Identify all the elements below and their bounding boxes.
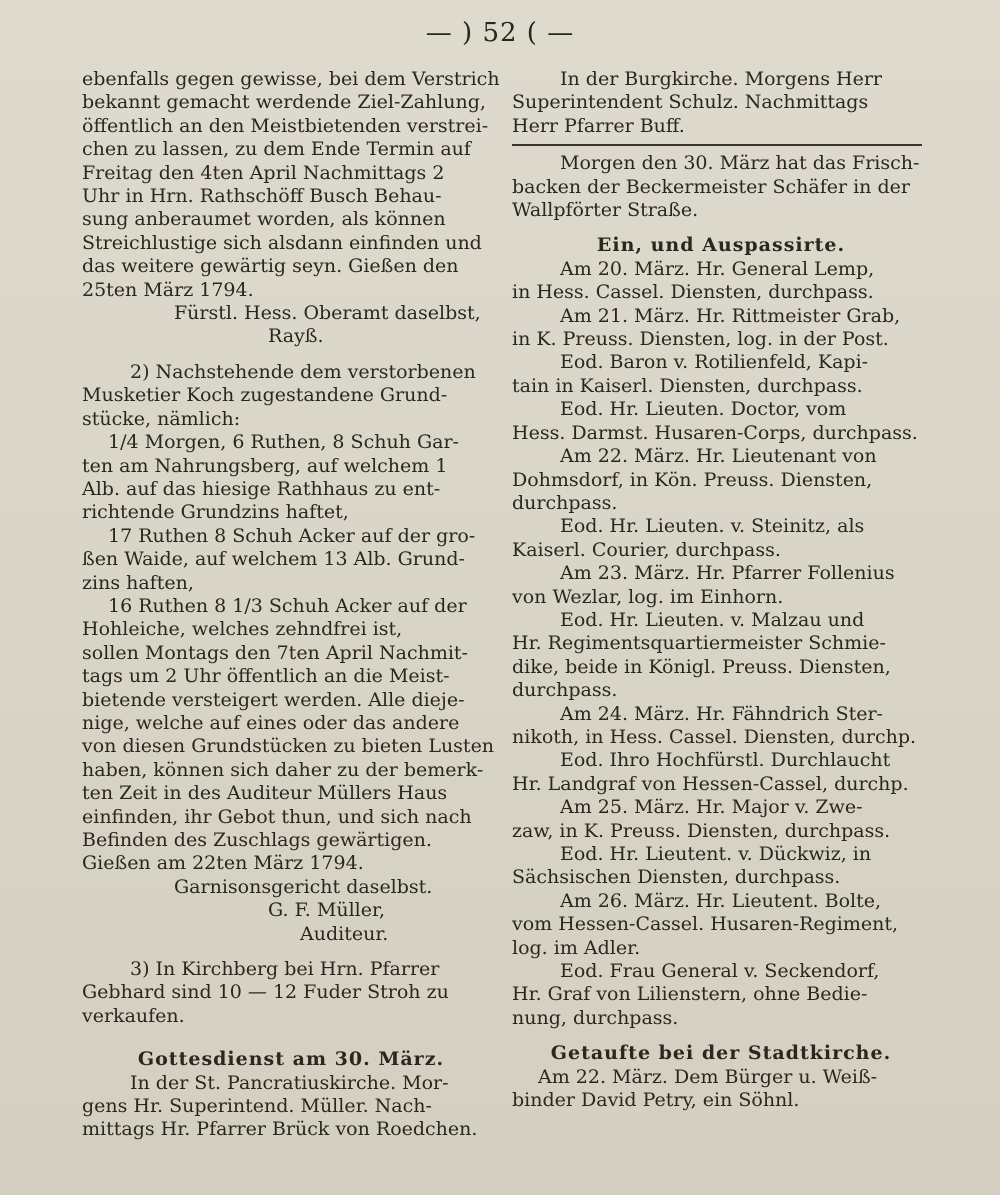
text-line: Garnisonsgericht daselbst. bbox=[174, 875, 433, 898]
text-line: In der Burgkirche. Morgens Herr bbox=[560, 68, 883, 90]
text-line: Eod. Ihro Hochfürstl. Durchlaucht bbox=[560, 749, 891, 772]
text-line: binder David Petry, ein Söhnl. bbox=[512, 1089, 800, 1112]
text-line: durchpass. bbox=[512, 491, 618, 514]
text-line: Musketier Koch zugestandene Grund- bbox=[82, 384, 448, 407]
text-line: 16 Ruthen 8 1/3 Schuh Acker auf der bbox=[108, 594, 467, 617]
text-line: einfinden, ihr Gebot thun, und sich nach bbox=[82, 805, 472, 828]
text-line: nung, durchpass. bbox=[512, 1006, 679, 1029]
text-line: Eod. Hr. Lieutent. v. Dückwiz, in bbox=[560, 843, 872, 865]
text-line: tags um 2 Uhr öffentlich an die Meist- bbox=[82, 665, 450, 688]
text-line: Herr Pfarrer Buff. bbox=[512, 114, 685, 137]
text-line bbox=[512, 222, 930, 234]
section-divider bbox=[512, 144, 922, 146]
text-line: in Hess. Cassel. Diensten, durchpass. bbox=[512, 281, 874, 304]
section-heading: Ein, und Auspassirte. bbox=[596, 234, 846, 257]
text-line: mittags Hr. Pfarrer Brück von Roedchen. bbox=[82, 1118, 478, 1141]
text-line: Eod. Hr. Lieuten. v. Malzau und bbox=[560, 608, 865, 631]
text-line: gens Hr. Superintend. Müller. Nach- bbox=[82, 1095, 432, 1118]
text-line: Am 23. März. Hr. Pfarrer Follenius bbox=[560, 562, 895, 585]
text-line: sung anberaumet worden, als können bbox=[82, 208, 446, 231]
text-line: In der St. Pancratiuskirche. Mor- bbox=[130, 1071, 449, 1094]
text-line: Am 26. März. Hr. Lieutent. Bolte, bbox=[560, 889, 882, 912]
text-line: Rayß. bbox=[268, 325, 324, 348]
text-line: Streichlustige sich alsdann einfinden und bbox=[82, 231, 482, 254]
text-line: das weitere gewärtig seyn. Gießen den bbox=[82, 255, 459, 278]
text-line: Am 22. März. Hr. Lieutenant von bbox=[560, 445, 877, 468]
text-line: richtende Grundzins haftet, bbox=[82, 501, 349, 524]
text-line: Am 22. März. Dem Bürger u. Weiß- bbox=[538, 1065, 878, 1088]
text-line: verkaufen. bbox=[82, 1004, 185, 1027]
text-line bbox=[82, 1028, 500, 1048]
text-line: bekannt gemacht werdende Ziel-Zahlung, bbox=[82, 91, 486, 114]
right-column bbox=[512, 68, 930, 1112]
text-line: in K. Preuss. Diensten, log. in der Post. bbox=[512, 328, 889, 351]
text-line: 3) In Kirchberg bei Hrn. Pfarrer bbox=[130, 958, 440, 981]
left-column bbox=[82, 68, 500, 1142]
section-heading: Gottesdienst am 30. März. bbox=[137, 1048, 445, 1071]
text-line: Alb. auf das hiesige Rathhaus zu ent- bbox=[82, 477, 441, 500]
text-line: bietende versteigert werden. Alle dieje- bbox=[82, 688, 465, 711]
text-line: ebenfalls gegen gewisse, bei dem Verstrich bbox=[82, 68, 500, 90]
text-line: Hr. Landgraf von Hessen-Cassel, durchp. bbox=[512, 772, 909, 795]
text-line: zaw, in K. Preuss. Diensten, durchpass. bbox=[512, 819, 891, 842]
text-line: Hohleiche, welches zehndfrei ist, bbox=[82, 618, 403, 641]
text-line: Fürstl. Hess. Oberamt daselbst, bbox=[174, 302, 481, 325]
text-line: chen zu lassen, zu dem Ende Termin auf bbox=[82, 138, 471, 161]
text-line: Am 21. März. Hr. Rittmeister Grab, bbox=[560, 304, 901, 327]
text-line: Hess. Darmst. Husaren-Corps, durchpass. bbox=[512, 421, 918, 444]
text-line: Eod. Frau General v. Seckendorf, bbox=[560, 960, 880, 983]
text-line: Gebhard sind 10 — 12 Fuder Stroh zu bbox=[82, 981, 449, 1004]
text-line: Freitag den 4ten April Nachmittags 2 bbox=[82, 161, 445, 184]
text-line: Uhr in Hrn. Rathschöff Busch Behau- bbox=[82, 185, 442, 208]
text-line: nige, welche auf eines oder das andere bbox=[82, 711, 460, 734]
text-line: backen der Beckermeister Schäfer in der bbox=[512, 175, 910, 198]
text-line: vom Hessen-Cassel. Husaren-Regiment, bbox=[512, 913, 899, 936]
text-line: Dohmsdorf, in Kön. Preuss. Diensten, bbox=[512, 468, 873, 491]
text-line: Sächsischen Diensten, durchpass. bbox=[512, 866, 841, 889]
text-line: Am 24. März. Hr. Fähndrich Ster- bbox=[560, 702, 883, 725]
text-line: ßen Waide, auf welchem 13 Alb. Grund- bbox=[82, 548, 465, 571]
page-number: — ) 52 ( — bbox=[425, 18, 575, 48]
text-line: Superintendent Schulz. Nachmittags bbox=[512, 91, 869, 114]
text-line: nikoth, in Hess. Cassel. Diensten, durchp. bbox=[512, 725, 917, 748]
text-line: Wallpförter Straße. bbox=[512, 199, 699, 222]
text-line: Eod. Hr. Lieuten. v. Steinitz, als bbox=[560, 515, 865, 538]
text-line: dike, beide in Königl. Preuss. Diensten, bbox=[512, 655, 891, 678]
text-line: 25ten März 1794. bbox=[82, 278, 254, 301]
text-line bbox=[82, 946, 500, 958]
text-line: Auditeur. bbox=[300, 922, 389, 945]
text-line: Am 20. März. Hr. General Lemp, bbox=[560, 257, 875, 280]
text-line: zins haften, bbox=[82, 571, 194, 594]
text-line bbox=[512, 1030, 930, 1042]
text-line bbox=[82, 349, 500, 361]
text-line: Morgen den 30. März hat das Frisch- bbox=[560, 152, 920, 175]
text-line: 2) Nachstehende dem verstorbenen bbox=[130, 360, 476, 383]
text-line: ten Zeit in des Auditeur Müllers Haus bbox=[82, 782, 448, 805]
text-line: 1/4 Morgen, 6 Ruthen, 8 Schuh Gar- bbox=[108, 431, 459, 454]
text-line: log. im Adler. bbox=[512, 936, 641, 959]
text-line: sollen Montags den 7ten April Nachmit- bbox=[82, 641, 468, 664]
text-line: tain in Kaiserl. Diensten, durchpass. bbox=[512, 374, 863, 397]
text-line: Hr. Graf von Lilienstern, ohne Bedie- bbox=[512, 983, 868, 1006]
text-line: Gießen am 22ten März 1794. bbox=[82, 852, 364, 875]
text-line: haben, können sich daher zu der bemerk- bbox=[82, 758, 484, 781]
text-line: stücke, nämlich: bbox=[82, 407, 241, 430]
section-heading: Getaufte bei der Stadtkirche. bbox=[550, 1042, 892, 1065]
text-line: durchpass. bbox=[512, 679, 618, 702]
text-line: öffentlich an den Meistbietenden verstrei- bbox=[82, 114, 489, 137]
text-line: Kaiserl. Courier, durchpass. bbox=[512, 538, 781, 561]
text-line: von diesen Grundstücken zu bieten Lusten bbox=[82, 735, 495, 758]
text-line: Eod. Hr. Lieuten. Doctor, vom bbox=[560, 398, 847, 421]
text-line: 17 Ruthen 8 Schuh Acker auf der gro- bbox=[108, 524, 476, 547]
text-line: Am 25. März. Hr. Major v. Zwe- bbox=[560, 796, 863, 819]
text-line: G. F. Müller, bbox=[268, 899, 386, 922]
text-line: von Wezlar, log. im Einhorn. bbox=[512, 585, 784, 608]
text-line: Befinden des Zuschlags gewärtigen. bbox=[82, 829, 432, 851]
text-line: ten am Nahrungsberg, auf welchem 1 bbox=[82, 454, 448, 477]
text-line: Hr. Regimentsquartiermeister Schmie- bbox=[512, 632, 886, 655]
text-line: Eod. Baron v. Rotilienfeld, Kapi- bbox=[560, 351, 869, 374]
